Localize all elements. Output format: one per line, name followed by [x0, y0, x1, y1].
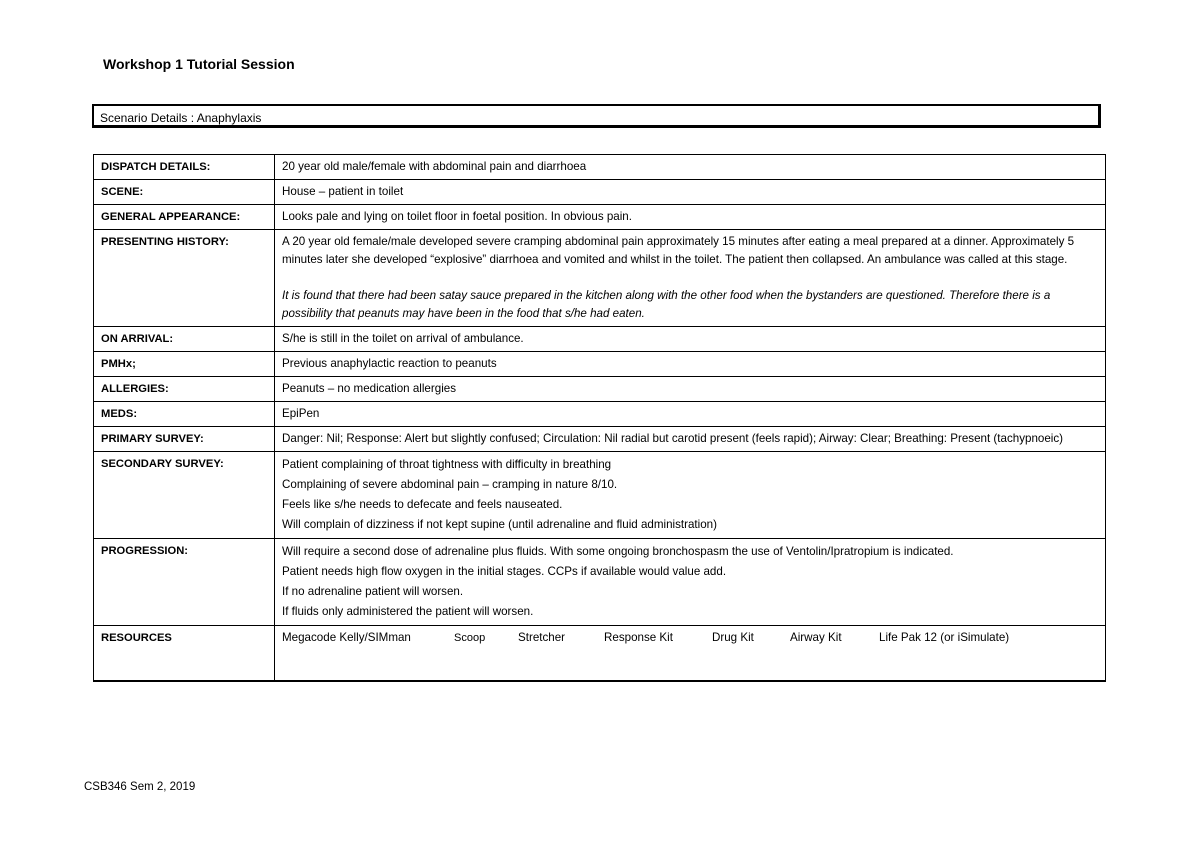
row-label: ON ARRIVAL: — [94, 327, 275, 352]
table-row-dispatch — [94, 155, 1106, 180]
row-value: Previous anaphylactic reaction to peanuts — [275, 352, 1106, 377]
scenario-table — [93, 154, 1106, 682]
row-value: Danger: Nil; Response: Alert but slightly confused; Circulation: Nil radial but carotid present (feels rapid); Airway: Clear; Breathing: Present (tachypnoeic) — [275, 427, 1106, 452]
row-label: PROGRESSION: — [94, 539, 275, 626]
row-value: S/he is still in the toilet on arrival of ambulance. — [275, 327, 1106, 352]
table-row-appearance — [94, 205, 1106, 230]
row-value: EpiPen — [275, 402, 1106, 427]
document-title: Workshop 1 Tutorial Session — [103, 56, 295, 72]
resource-item: Megacode Kelly/SIMman — [282, 631, 411, 644]
row-label: ALLERGIES: — [94, 377, 275, 402]
table-row-arrival — [94, 327, 1106, 352]
scenario-details-box — [92, 104, 1101, 128]
resource-item: Stretcher — [518, 631, 566, 644]
table-row-history — [94, 230, 1106, 327]
progression-line: If fluids only administered the patient will worsen. — [282, 605, 534, 618]
table-row-meds — [94, 402, 1106, 427]
footer-course-code: CSB346 Sem 2, 2019 — [84, 781, 196, 793]
table-row-allergies — [94, 377, 1106, 402]
table-row-pmhx — [94, 352, 1106, 377]
secondary-line: Will complain of dizziness if not kept supine (until adrenaline and fluid administration) — [282, 518, 717, 531]
progression-line: Patient needs high flow oxygen in the initial stages. CCPs if available would value add. — [282, 565, 727, 578]
row-value — [275, 230, 1106, 327]
row-label: SECONDARY SURVEY: — [94, 452, 275, 539]
row-label: PMHx; — [94, 352, 275, 377]
table-row-scene — [94, 180, 1106, 205]
scenario-label: Scenario Details : Anaphylaxis — [100, 111, 262, 125]
resource-item: Airway Kit — [790, 631, 842, 644]
secondary-line: Patient complaining of throat tightness with difficulty in breathing — [282, 458, 612, 471]
row-label: MEDS: — [94, 402, 275, 427]
table-row-resources — [94, 626, 1106, 682]
table-row-progression — [94, 539, 1106, 626]
row-label: PRESENTING HISTORY: — [94, 230, 275, 327]
row-value: House – patient in toilet — [275, 180, 1106, 205]
resource-item: Response Kit — [604, 631, 673, 644]
table-row-secondary-survey — [94, 452, 1106, 539]
resource-item: Drug Kit — [712, 631, 754, 644]
resources-list — [282, 629, 1098, 647]
progression-line: Will require a second dose of adrenaline plus fluids. With some ongoing bronchospasm the use of Ventolin/Ipratropium is indicated. — [282, 545, 954, 558]
resource-item: Scoop — [454, 632, 486, 644]
row-label: DISPATCH DETAILS: — [94, 155, 275, 180]
row-label: GENERAL APPEARANCE: — [94, 205, 275, 230]
row-label: RESOURCES — [94, 626, 275, 682]
progression-line: If no adrenaline patient will worsen. — [282, 585, 464, 598]
row-value — [275, 626, 1106, 682]
row-value — [275, 539, 1106, 626]
row-label: PRIMARY SURVEY: — [94, 427, 275, 452]
row-label: SCENE: — [94, 180, 275, 205]
row-value: Looks pale and lying on toilet floor in foetal position. In obvious pain. — [275, 205, 1106, 230]
table-row-primary-survey — [94, 427, 1106, 452]
row-value: 20 year old male/female with abdominal pain and diarrhoea — [275, 155, 1106, 180]
resource-item: Life Pak 12 (or iSimulate) — [879, 631, 1010, 644]
history-paragraph: A 20 year old female/male developed severe cramping abdominal pain approximately 15 minutes after eating a meal prepared at a dinner. Approximately 5 minutes later she developed “explosive” diarrhoea and vomited and whilst in the toilet. The patient then collapsed. An ambulance was called at this stage. — [282, 235, 1075, 266]
secondary-line: Complaining of severe abdominal pain – cramping in nature 8/10. — [282, 478, 618, 491]
row-value: Peanuts – no medication allergies — [275, 377, 1106, 402]
history-note: It is found that there had been satay sauce prepared in the kitchen along with the other food when the bystanders are questioned. Therefore there is a possibility that peanuts may have been in the food that s/he had eaten. — [282, 289, 1051, 320]
secondary-line: Feels like s/he needs to defecate and feels nauseated. — [282, 498, 563, 511]
row-value — [275, 452, 1106, 539]
